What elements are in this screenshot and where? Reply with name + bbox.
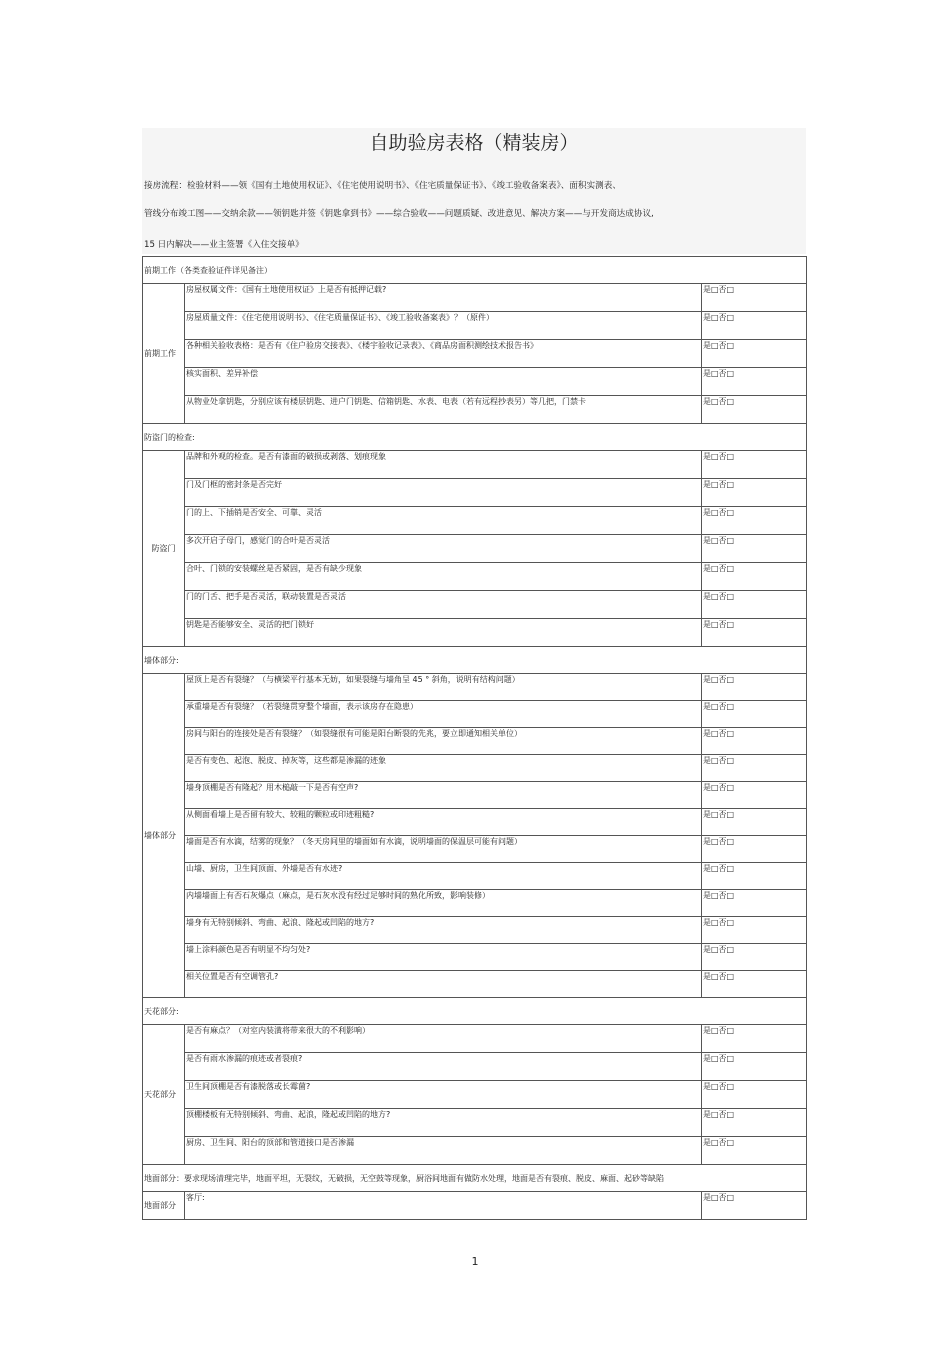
page-title: 自助验房表格（精装房） bbox=[369, 132, 579, 154]
table-row bbox=[143, 890, 807, 917]
check-item: 山墙、厨房，卫生间顶面、外墙是否有水迹? bbox=[185, 863, 702, 890]
table-row bbox=[143, 836, 807, 863]
check-item: 墙身顶棚是否有隆起？用木槌敲一下是否有空声? bbox=[185, 782, 702, 809]
yes-no-checkbox[interactable]: 是□否□ bbox=[702, 507, 807, 535]
table-row bbox=[143, 755, 807, 782]
yes-no-checkbox[interactable]: 是□否□ bbox=[702, 535, 807, 563]
table-row bbox=[143, 1192, 807, 1220]
section-header: 前期工作（各类查验证件详见备注） bbox=[143, 257, 807, 284]
table-row bbox=[143, 674, 807, 701]
yes-no-checkbox[interactable]: 是□否□ bbox=[702, 674, 807, 701]
check-item: 卫生间顶棚是否有漆脱落或长霉菌? bbox=[185, 1081, 702, 1109]
group-label: 地面部分 bbox=[143, 1192, 185, 1220]
table-row bbox=[143, 284, 807, 312]
check-item: 墙身有无特别倾斜、弯曲、起浪、隆起或凹陷的地方? bbox=[185, 917, 702, 944]
yes-no-checkbox[interactable]: 是□否□ bbox=[702, 809, 807, 836]
check-item: 房屋权属文件：《国有土地使用权证》上是否有抵押记载? bbox=[185, 284, 702, 312]
check-item: 从侧面看墙上是否留有较大、较粗的颗粒或印迹粗糙? bbox=[185, 809, 702, 836]
table-row bbox=[143, 782, 807, 809]
process-line-1: 接房流程：检验材料——领《国有土地使用权证》、《住宅使用说明书》、《住宅质量保证书》、《竣工验收备案表》、面积实测表、 bbox=[144, 181, 621, 191]
check-item: 合叶、门锁的安装螺丝是否紧固，是否有缺少现象 bbox=[185, 563, 702, 591]
check-item: 门的上、下插销是否安全、可靠、灵活 bbox=[185, 507, 702, 535]
group-label: 天花部分 bbox=[143, 1025, 185, 1165]
check-item: 房屋质量文件：《住宅使用说明书》、《住宅质量保证书》、《竣工验收备案表》？（原件） bbox=[185, 312, 702, 340]
table-row bbox=[143, 1081, 807, 1109]
check-item: 相关位置是否有空调管孔? bbox=[185, 971, 702, 998]
page-number: 1 bbox=[471, 1255, 479, 1268]
table-row bbox=[143, 1137, 807, 1165]
group-label: 前期工作 bbox=[143, 284, 185, 424]
yes-no-checkbox[interactable]: 是□否□ bbox=[702, 340, 807, 368]
yes-no-checkbox[interactable]: 是□否□ bbox=[702, 284, 807, 312]
table-row bbox=[143, 396, 807, 424]
check-item: 客厅: bbox=[185, 1192, 702, 1220]
yes-no-checkbox[interactable]: 是□否□ bbox=[702, 563, 807, 591]
check-item: 各种相关验收表格：是否有《住户验房交接表》、《楼宇验收记录表》、《商品房面积测绘技术报告书》 bbox=[185, 340, 702, 368]
table-row bbox=[143, 507, 807, 535]
check-item: 屋顶上是否有裂缝？（与横梁平行基本无妨，如果裂缝与墙角呈 45 ° 斜角，说明有结构问题） bbox=[185, 674, 702, 701]
yes-no-checkbox[interactable]: 是□否□ bbox=[702, 1192, 807, 1220]
check-item: 是否有麻点？（对室内装潢将带来很大的不利影响） bbox=[185, 1025, 702, 1053]
check-item: 钥匙是否能够安全、灵活的把门锁好 bbox=[185, 619, 702, 647]
table-row bbox=[143, 944, 807, 971]
check-item: 墙面是否有水滴，结雾的现象？（冬天房间里的墙面如有水滴，说明墙面的保温层可能有问题） bbox=[185, 836, 702, 863]
process-line-3: 15 日内解决——业主签署《入住交接单》 bbox=[144, 240, 304, 250]
yes-no-checkbox[interactable]: 是□否□ bbox=[702, 917, 807, 944]
section-header: 地面部分：要求现场清理完毕，地面平坦，无裂纹，无破损，无空鼓等现象，厨浴间地面有做防水处理，地面是否有裂痕、脱皮、麻面、起砂等缺陷 bbox=[143, 1165, 807, 1192]
yes-no-checkbox[interactable]: 是□否□ bbox=[702, 701, 807, 728]
table-row bbox=[143, 1053, 807, 1081]
section-header: 防盗门的检查: bbox=[143, 424, 807, 451]
table-row bbox=[143, 535, 807, 563]
table-row bbox=[143, 368, 807, 396]
yes-no-checkbox[interactable]: 是□否□ bbox=[702, 1025, 807, 1053]
document-header bbox=[142, 128, 806, 254]
group-label: 墙体部分 bbox=[143, 674, 185, 998]
table-row bbox=[143, 809, 807, 836]
check-item: 顶棚楼板有无特别倾斜、弯曲、起浪，隆起或凹陷的地方? bbox=[185, 1109, 702, 1137]
table-row bbox=[143, 451, 807, 479]
yes-no-checkbox[interactable]: 是□否□ bbox=[702, 479, 807, 507]
section-header: 天花部分: bbox=[143, 998, 807, 1025]
yes-no-checkbox[interactable]: 是□否□ bbox=[702, 1109, 807, 1137]
table-row bbox=[143, 619, 807, 647]
yes-no-checkbox[interactable]: 是□否□ bbox=[702, 755, 807, 782]
check-item: 核实面积、差异补偿 bbox=[185, 368, 702, 396]
table-row bbox=[143, 563, 807, 591]
table-row bbox=[143, 591, 807, 619]
check-item: 厨房、卫生间、阳台的顶部和管道接口是否渗漏 bbox=[185, 1137, 702, 1165]
table-row bbox=[143, 312, 807, 340]
check-item: 内墙墙面上有否石灰爆点（麻点，是石灰水没有经过足够时间的熟化所致，影响装修） bbox=[185, 890, 702, 917]
table-row bbox=[143, 863, 807, 890]
section-header: 墙体部分: bbox=[143, 647, 807, 674]
yes-no-checkbox[interactable]: 是□否□ bbox=[702, 1137, 807, 1165]
yes-no-checkbox[interactable]: 是□否□ bbox=[702, 863, 807, 890]
yes-no-checkbox[interactable]: 是□否□ bbox=[702, 368, 807, 396]
table-row bbox=[143, 1025, 807, 1053]
inspection-table bbox=[142, 256, 807, 1220]
table-row bbox=[143, 917, 807, 944]
table-row bbox=[143, 701, 807, 728]
yes-no-checkbox[interactable]: 是□否□ bbox=[702, 890, 807, 917]
table-row bbox=[143, 340, 807, 368]
table-row bbox=[143, 728, 807, 755]
yes-no-checkbox[interactable]: 是□否□ bbox=[702, 1053, 807, 1081]
check-item: 承重墙是否有裂缝？（若裂缝贯穿整个墙面，表示该房存在隐患） bbox=[185, 701, 702, 728]
process-line-2: 管线分布竣工图——交纳余款——领钥匙并签《钥匙拿到书》——综合验收——问题质疑、改进意见、解决方案——与开发商达成协议, bbox=[144, 209, 654, 219]
yes-no-checkbox[interactable]: 是□否□ bbox=[702, 836, 807, 863]
check-item: 门及门框的密封条是否完好 bbox=[185, 479, 702, 507]
yes-no-checkbox[interactable]: 是□否□ bbox=[702, 451, 807, 479]
check-item: 墙上涂料颜色是否有明显不均匀处? bbox=[185, 944, 702, 971]
check-item: 房间与阳台的连接处是否有裂缝？（如裂缝很有可能是阳台断裂的先兆，要立即通知相关单位） bbox=[185, 728, 702, 755]
check-item: 是否有雨水渗漏的痕迹或者裂痕? bbox=[185, 1053, 702, 1081]
table-row bbox=[143, 1109, 807, 1137]
table-row bbox=[143, 479, 807, 507]
check-item: 多次开启子母门，感觉门的合叶是否灵活 bbox=[185, 535, 702, 563]
check-item: 从物业处拿钥匙，分别应该有楼层钥匙、进户门钥匙、信箱钥匙、水表、电表（若有远程抄表另）等几把，门禁卡 bbox=[185, 396, 702, 424]
yes-no-checkbox[interactable]: 是□否□ bbox=[702, 619, 807, 647]
yes-no-checkbox[interactable]: 是□否□ bbox=[702, 728, 807, 755]
table-row bbox=[143, 971, 807, 998]
yes-no-checkbox[interactable]: 是□否□ bbox=[702, 971, 807, 998]
yes-no-checkbox[interactable]: 是□否□ bbox=[702, 591, 807, 619]
check-item: 是否有变色、起泡、脱皮、掉灰等，这些都是渗漏的迹象 bbox=[185, 755, 702, 782]
yes-no-checkbox[interactable]: 是□否□ bbox=[702, 396, 807, 424]
yes-no-checkbox[interactable]: 是□否□ bbox=[702, 944, 807, 971]
check-item: 品牌和外观的检查。是否有漆面的破损或剥落、划痕现象 bbox=[185, 451, 702, 479]
yes-no-checkbox[interactable]: 是□否□ bbox=[702, 1081, 807, 1109]
check-item: 门的门舌、把手是否灵活，联动装置是否灵活 bbox=[185, 591, 702, 619]
yes-no-checkbox[interactable]: 是□否□ bbox=[702, 782, 807, 809]
yes-no-checkbox[interactable]: 是□否□ bbox=[702, 312, 807, 340]
group-label: 防盗门 bbox=[143, 451, 185, 647]
